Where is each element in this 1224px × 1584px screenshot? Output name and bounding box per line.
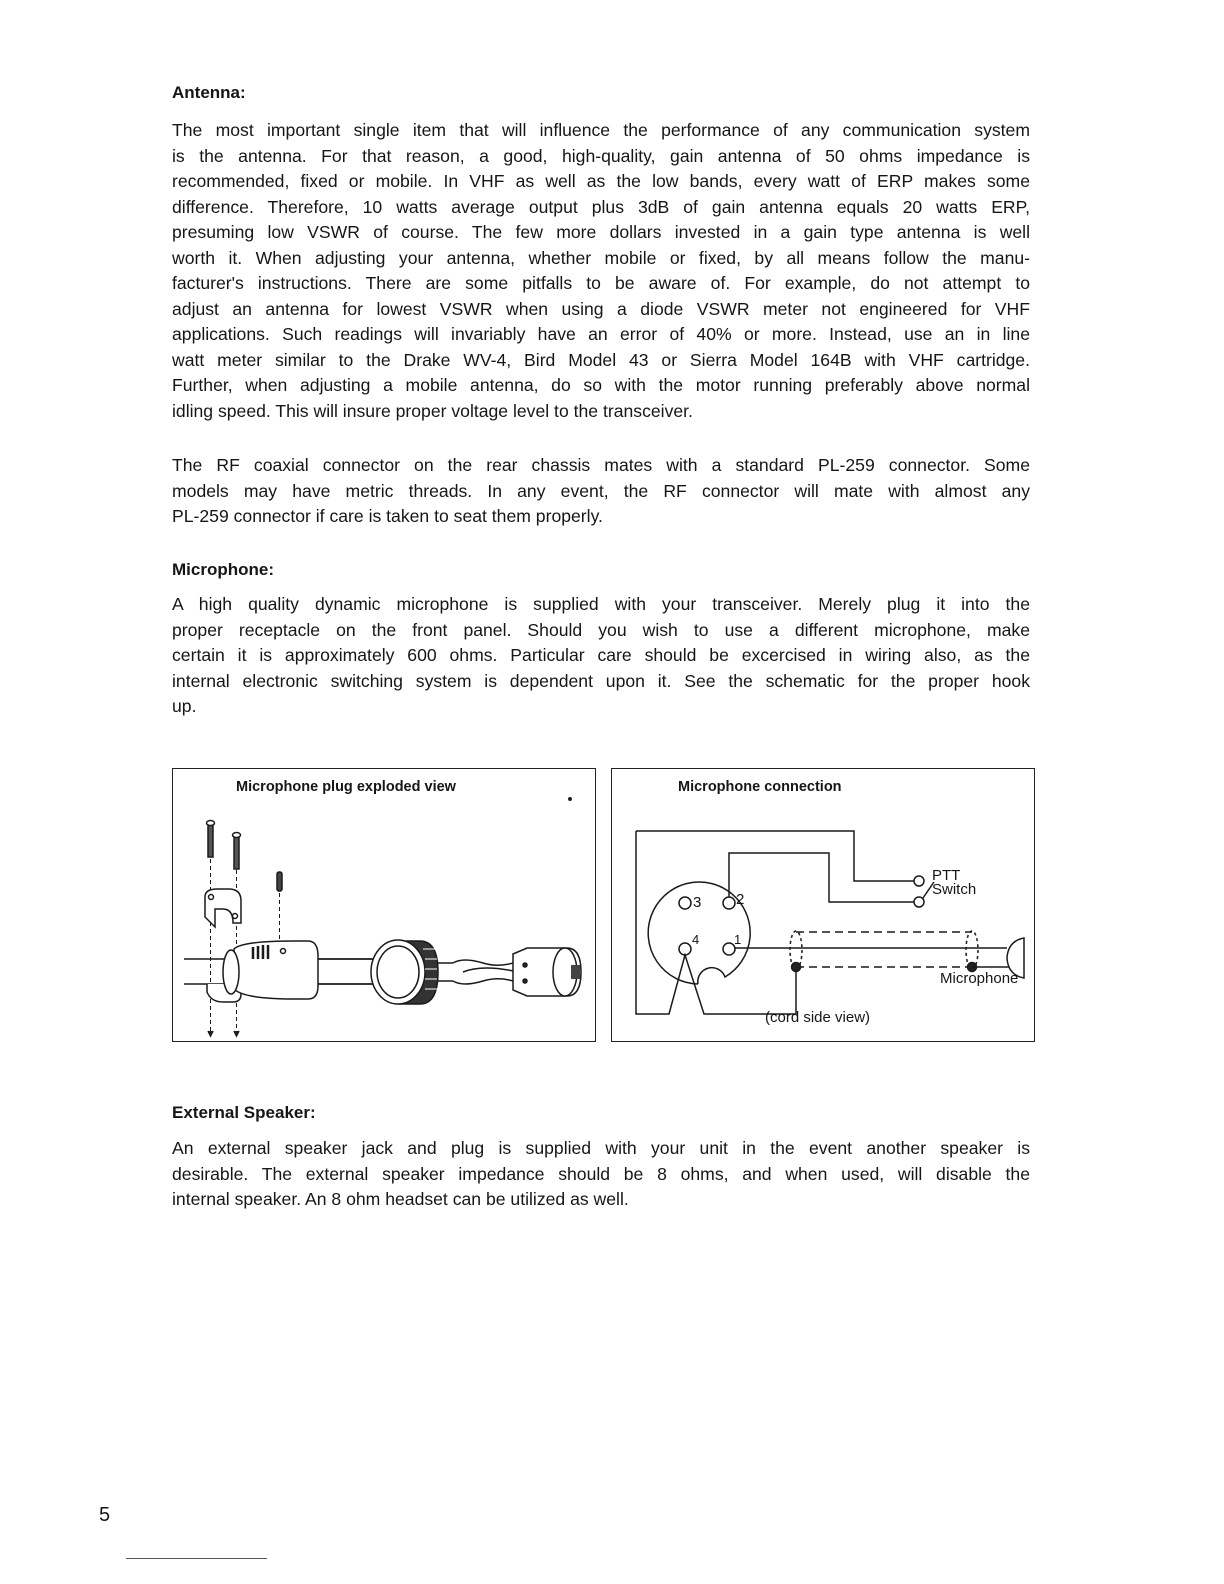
text-line: applications. Such readings will invariably have an error of 40% or more. Instead, use an in line [172, 324, 1030, 344]
microphone-connection-schematic [612, 769, 1034, 1041]
screw-icon [233, 833, 241, 870]
pin-label-4: 4 [692, 932, 700, 947]
microphone-paragraph [172, 592, 1030, 720]
page-number: 5 [99, 1504, 111, 1526]
text-line: An external speaker jack and plug is supplied with your unit in the event another speaker is [172, 1138, 1030, 1158]
text-line: difference. Therefore, 10 watts average output plus 3dB of gain antenna equals 20 watts ERP, [172, 196, 1030, 217]
cord-side-view-label: (cord side view) [765, 1009, 871, 1026]
text-line: The most important single item that will influence the performance of any communication system [172, 120, 1030, 140]
figure-plug-exploded-view [172, 768, 596, 1042]
text-line: idling speed. This will insure proper voltage level to the transceiver. [172, 400, 693, 421]
text-line: desirable. The external speaker impedance should be 8 ohms, and when used, will disable the [172, 1163, 1030, 1184]
footer-rule [126, 1558, 267, 1559]
pin-label-3: 3 [693, 894, 702, 911]
text-line: proper receptacle on the front panel. Should you wish to use a different microphone, make [172, 619, 1030, 640]
figure-microphone-connection [611, 768, 1035, 1042]
external-speaker-paragraph [172, 1136, 1030, 1213]
text-line: Further, when adjusting a mobile antenna, do so with the motor running preferably above normal [172, 375, 1030, 395]
switch-label: Switch [932, 881, 977, 898]
text-line: The RF coaxial connector on the rear chassis mates with a standard PL-259 connector. Some [172, 455, 1030, 475]
text-line: presuming low VSWR of course. The few more dollars invested in a gain type antenna is well [172, 222, 1030, 242]
text-line: watt meter similar to the Drake WV-4, Bird Model 43 or Sierra Model 164B with VHF cartridge. [172, 349, 1030, 370]
external-speaker-heading: External Speaker: [172, 1103, 316, 1122]
antenna-paragraph-2 [172, 453, 1030, 530]
figure-caption: Microphone plug exploded view [236, 779, 456, 795]
text-line: PL-259 connector if care is taken to seat them properly. [172, 506, 603, 526]
text-line: certain it is approximately 600 ohms. Particular care should be excercised in wiring also, as the [172, 645, 1030, 665]
text-line: facturer's instructions. There are some pitfalls to be aware of. For example, do not attempt to [172, 273, 1030, 293]
screw-icon [207, 821, 215, 858]
microphone-label: Microphone [940, 970, 1019, 987]
text-line: internal speaker. An 8 ohm headset can be utilized as well. [172, 1189, 629, 1209]
text-line: adjust an antenna for lowest VSWR when using a diode VSWR meter not engineered for VHF [172, 298, 1030, 319]
text-line: up. [172, 696, 197, 716]
text-line: worth it. When adjusting your antenna, whether mobile or fixed, by all means follow the manu- [172, 247, 1030, 268]
text-line: A high quality dynamic microphone is supplied with your transceiver. Merely plug it into the [172, 594, 1030, 614]
antenna-heading: Antenna: [172, 83, 246, 102]
text-line: internal electronic switching system is dependent upon it. See the schematic for the proper hook [172, 670, 1030, 691]
pin-label-1: 1 [734, 932, 742, 947]
figure-caption: Microphone connection [678, 779, 842, 795]
microphone-heading: Microphone: [172, 560, 274, 579]
text-line: is the antenna. For that reason, a good, high-quality, gain antenna of 50 ohms impedance is [172, 145, 1030, 166]
ptt-label: PTT [932, 867, 961, 884]
plug-exploded-drawing [173, 769, 595, 1041]
text-line: models may have metric threads. In any event, the RF connector will mate with almost any [172, 480, 1030, 501]
pin-label-2: 2 [736, 891, 745, 908]
text-line: recommended, fixed or mobile. In VHF as well as the low bands, every watt of ERP makes some [172, 171, 1030, 191]
antenna-paragraph-1 [172, 118, 1030, 424]
